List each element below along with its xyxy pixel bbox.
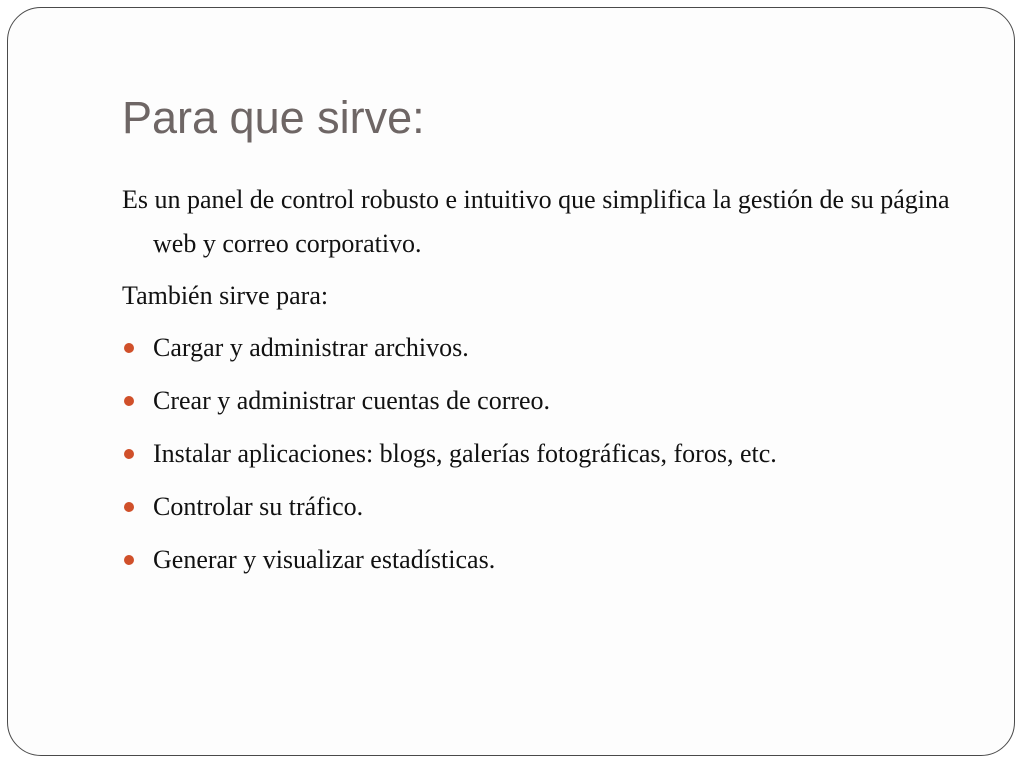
intro-paragraph: Es un panel de control robusto e intuitivo que simplifica la gestión de su página web y correo corporativo.	[122, 185, 950, 258]
list-item	[122, 379, 962, 423]
bullet-icon	[124, 449, 134, 459]
list-item-text: Generar y visualizar estadísticas.	[153, 545, 496, 574]
bullet-icon	[124, 396, 134, 406]
list-item	[122, 326, 962, 370]
bullet-icon	[124, 502, 134, 512]
slide-title: Para que sirve:	[122, 92, 425, 143]
list-item	[122, 432, 962, 476]
subheading-paragraph: También sirve para:	[122, 281, 329, 310]
list-item	[122, 485, 962, 529]
slide-frame	[7, 7, 1015, 756]
bullet-icon	[124, 555, 134, 565]
list-item-text: Instalar aplicaciones: blogs, galerías fotográficas, foros, etc.	[153, 439, 777, 468]
slide-body	[122, 178, 962, 591]
list-item	[122, 538, 962, 582]
bullet-list	[122, 326, 962, 582]
bullet-icon	[124, 343, 134, 353]
list-item-text: Controlar su tráfico.	[153, 492, 364, 521]
list-item-text: Cargar y administrar archivos.	[153, 333, 469, 362]
list-item-text: Crear y administrar cuentas de correo.	[153, 386, 551, 415]
